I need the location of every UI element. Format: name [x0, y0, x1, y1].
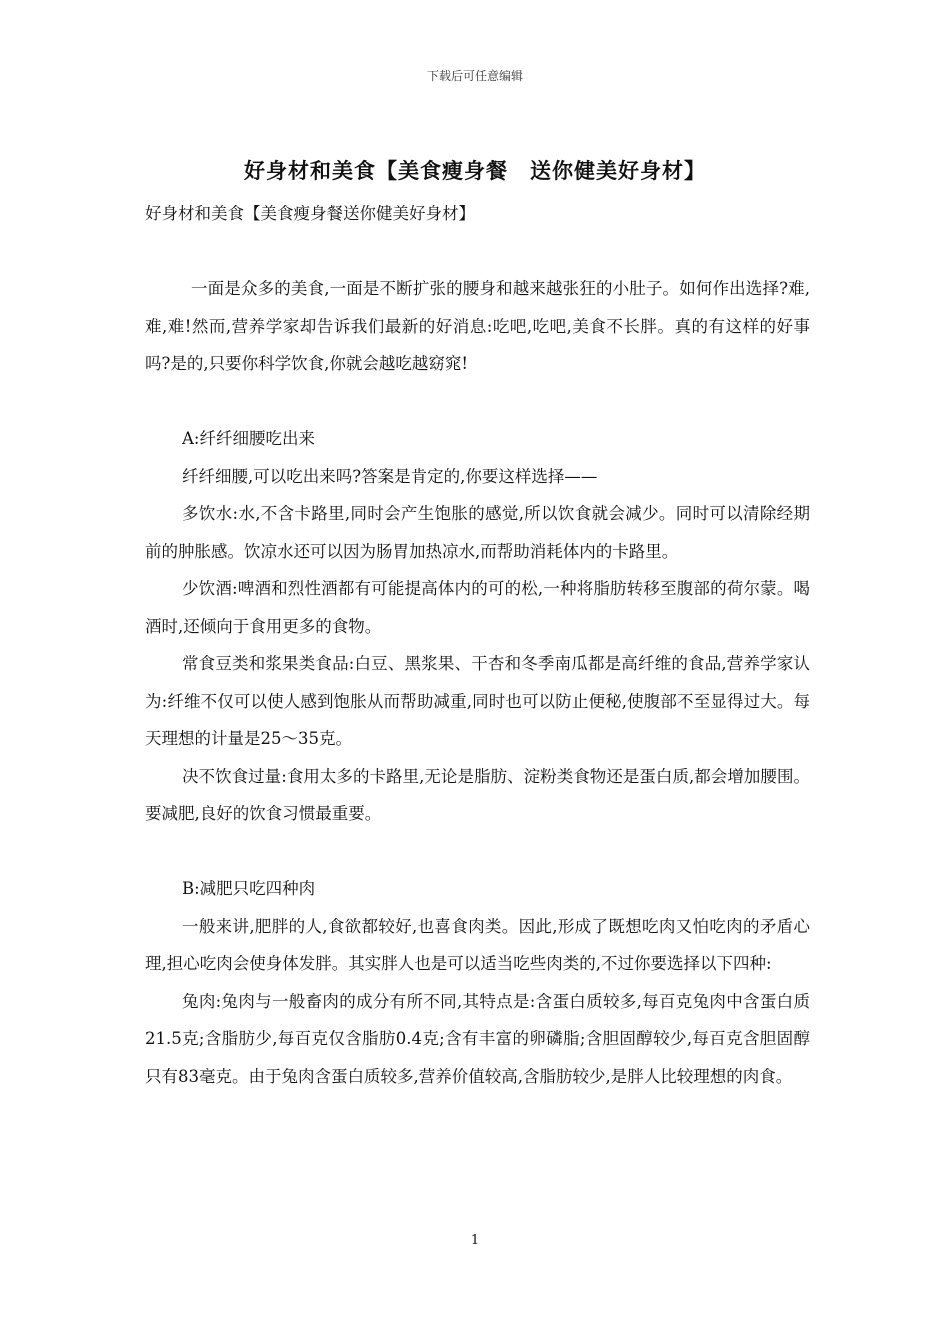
section-b-paragraph: 一般来讲,肥胖的人,食欲都较好,也喜食肉类。因此,形成了既想吃肉又怕吃肉的矛盾心理,担心吃肉会使身体发胖。其实胖人也是可以适当吃些肉类的,不过你要选择以下四种: — [145, 916, 810, 973]
spacer — [145, 383, 810, 421]
spacer — [145, 833, 810, 871]
document-subtitle: 好身材和美食【美食瘦身餐送你健美好身材】 — [145, 204, 475, 223]
header-note: 下载后可任意编辑 — [426, 69, 523, 83]
section-b-paragraph: 兔肉:兔肉与一般畜肉的成分有所不同,其特点是:含蛋白质较多,每百克兔肉中含蛋白质21.5克;含脂肪少,每百克仅含脂肪0.4克;含有丰富的卵磷脂;含胆固醇较少,每百克含胆固醇只有83毫克。由于兔肉含蛋白质较多,营养价值较高,含脂肪较少,是胖人比较理想的肉食。 — [145, 991, 810, 1086]
intro-paragraph: 一面是众多的美食,一面是不断扩张的腰身和越来越张狂的小肚子。如何作出选择?难,难,难!然而,营养学家却告诉我们最新的好消息:吃吧,吃吧,美食不长胖。真的有这样的好事吗?是的,只要你科学饮食,你就会越吃越窈窕! — [145, 279, 810, 373]
section-a-paragraph: 纤纤细腰,可以吃出来吗?答案是肯定的,你要这样选择—— — [182, 466, 598, 486]
section-a-paragraph: 决不饮食过量:食用太多的卡路里,无论是脂肪、淀粉类食物还是蛋白质,都会增加腰围。要减肥,良好的饮食习惯最重要。 — [145, 766, 810, 823]
section-b-heading: B:减肥只吃四种肉 — [182, 879, 316, 898]
section-a-heading: A:纤纤细腰吃出来 — [182, 429, 315, 448]
section-a-paragraph: 少饮酒:啤酒和烈性酒都有可能提高体内的可的松,一种将脂肪转移至腹部的荷尔蒙。喝酒时,还倾向于食用更多的食物。 — [145, 579, 810, 636]
document-body — [145, 195, 810, 1095]
page-title: 好身材和美食【美食瘦身餐 送你健美好身材】 — [244, 158, 706, 183]
spacer — [145, 233, 810, 271]
section-a-paragraph: 多饮水:水,不含卡路里,同时会产生饱胀的感觉,所以饮食就会减少。同时可以清除经期前的肿胀感。饮凉水还可以因为肠胃加热凉水,而帮助消耗体内的卡路里。 — [145, 504, 810, 561]
page-number: 1 — [470, 1233, 480, 1248]
section-a-paragraph: 常食豆类和浆果类食品:白豆、黑浆果、干杏和冬季南瓜都是高纤维的食品,营养学家认为:纤维不仅可以使人感到饱胀从而帮助减重,同时也可以防止便秘,使腹部不至显得过大。每天理想的计量是25～35克。 — [145, 654, 810, 748]
